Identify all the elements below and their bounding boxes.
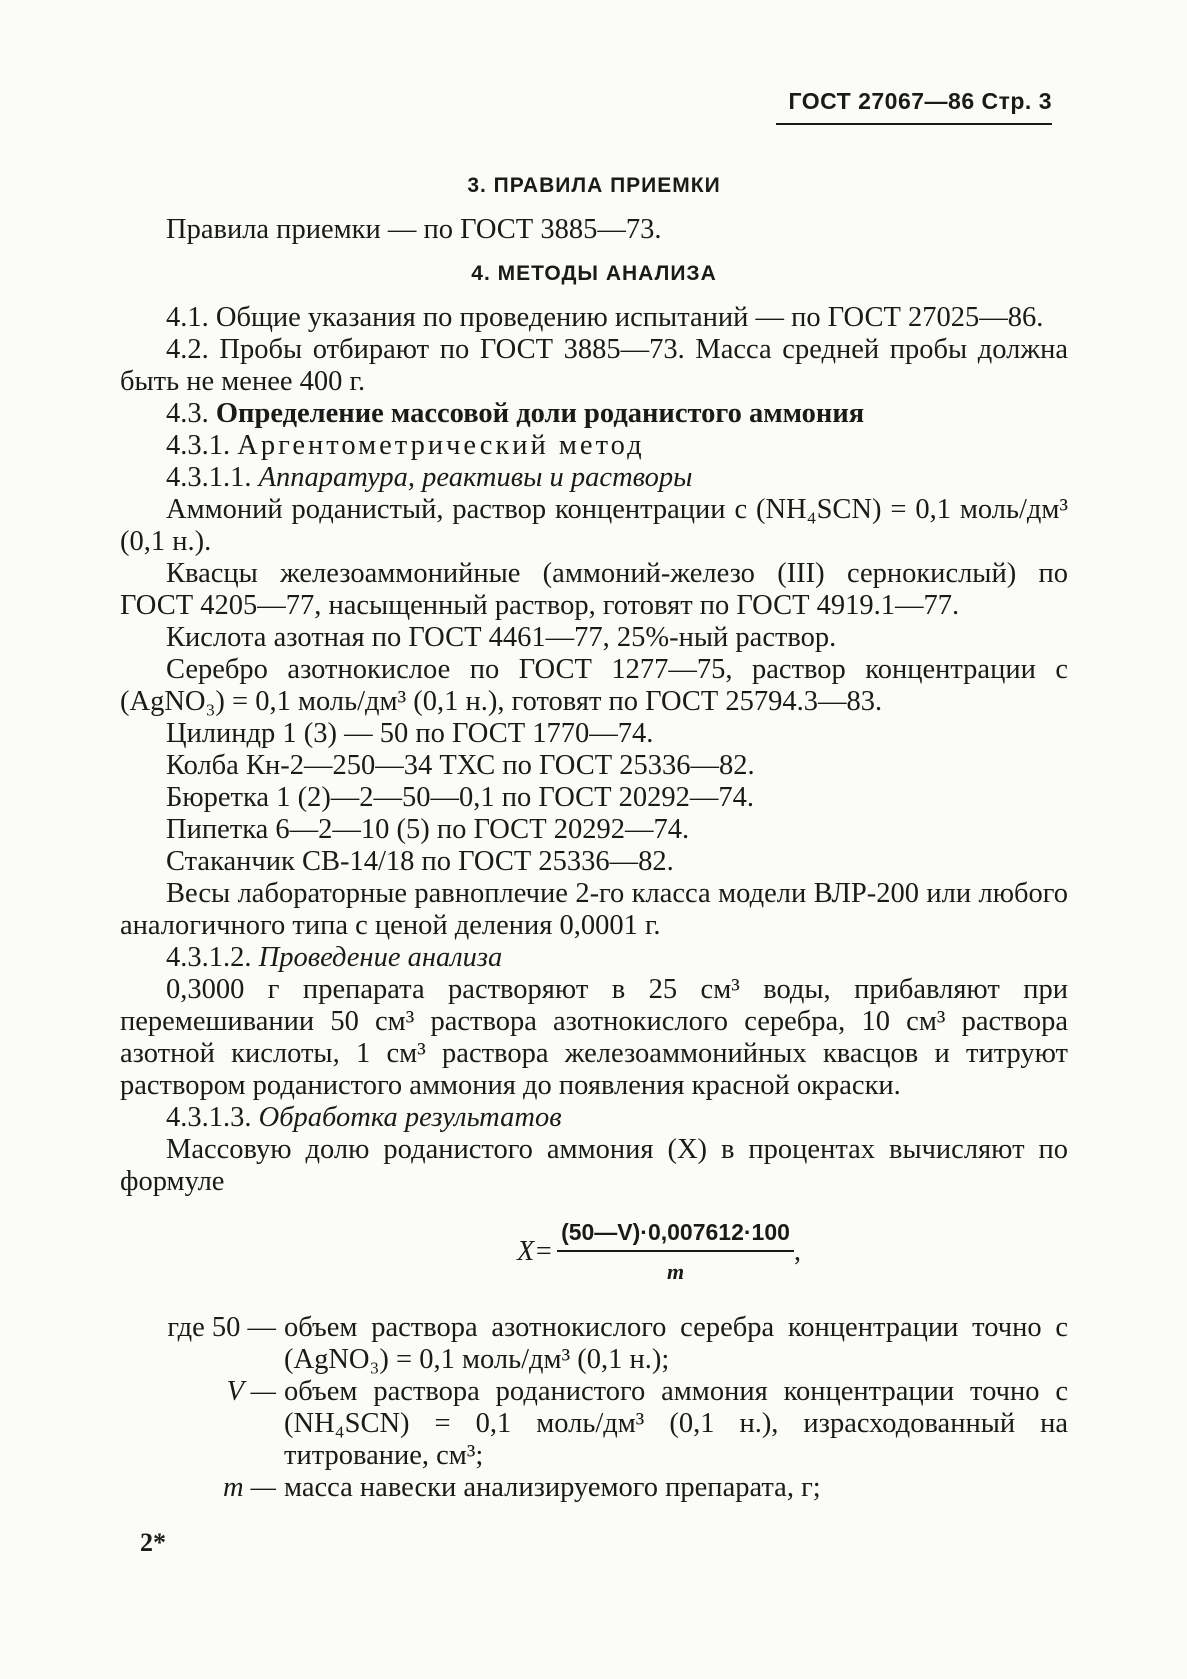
- clause-4-3-1-1-title: Аппаратура, реактивы и растворы: [258, 462, 693, 493]
- reagent-item: Серебро азотнокислое по ГОСТ 1277—75, раствор концентрации с (AgNO₃) = 0,1 моль/дм³ (0,1 н.), готовят по ГОСТ 25794.3—83.: [120, 654, 1068, 717]
- clause-4-3-1-1-number: 4.3.1.1.: [166, 462, 252, 493]
- analysis-procedure: 0,3000 г препарата растворяют в 25 см³ воды, прибавляют при перемешивании 50 см³ раствора азотнокислого серебра, 10 см³ раствора азотной кислоты, 1 см³ раствора железоаммонийных квасцов и титруют раствором роданистого аммония до появления красной окраски.: [120, 974, 1068, 1101]
- formula-trail: ,: [793, 1236, 801, 1267]
- clause-4-3-1: [120, 430, 1068, 462]
- section-3-text: Правила приемки — по ГОСТ 3885—73.: [166, 214, 662, 245]
- clause-4-3-1-1: [120, 462, 1068, 494]
- reagent-item: Весы лабораторные равноплечие 2-го класса модели ВЛР-200 или любого аналогичного типа с ценой деления 0,0001 г.: [120, 878, 1068, 941]
- legend-item: [148, 1312, 1068, 1376]
- legend-item: [148, 1472, 1068, 1504]
- reagent-item: Бюретка 1 (2)—2—50—0,1 по ГОСТ 20292—74.: [166, 782, 755, 813]
- page-header: ГОСТ 27067—86 Стр. 3: [776, 88, 1052, 125]
- legend-symbol: где 50 —: [167, 1312, 276, 1343]
- clause-4-3-1-3: [120, 1102, 1068, 1134]
- formula-denominator: m: [666, 1259, 685, 1284]
- clause-4-3-number: 4.3.: [166, 398, 209, 429]
- section-3-heading: 3. ПРАВИЛА ПРИЕМКИ: [467, 174, 721, 197]
- formula-lhs: X=: [517, 1236, 554, 1267]
- clause-4-3-1-2-title: Проведение анализа: [258, 942, 503, 973]
- clause-4-1: 4.1. Общие указания по проведению испытаний — по ГОСТ 27025—86.: [166, 302, 1044, 333]
- reagent-item: Стаканчик СВ-14/18 по ГОСТ 25336—82.: [166, 846, 674, 877]
- calculation-intro: Массовую долю роданистого аммония (X) в процентах вычисляют по формуле: [120, 1134, 1068, 1197]
- legend-text: объем раствора азотнокислого серебра концентрации точно с (AgNO₃) = 0,1 моль/дм³ (0,1 н.);: [284, 1312, 1068, 1375]
- reagent-item: Квасцы железоаммонийные (аммоний-железо (III) сернокислый) по ГОСТ 4205—77, насыщенный раствор, готовят по ГОСТ 4919.1—77.: [120, 558, 1068, 621]
- legend-symbol: V —: [226, 1376, 276, 1407]
- page-footer-signature: 2*: [140, 1528, 166, 1557]
- clause-4-3-1-3-title: Обработка результатов: [258, 1102, 562, 1133]
- page-content: [120, 168, 1068, 1504]
- legend-item: [148, 1376, 1068, 1472]
- reagent-item: Аммоний роданистый, раствор концентрации с (NH₄SCN) = 0,1 моль/дм³ (0,1 н.).: [120, 494, 1068, 557]
- clause-4-3-1-title: Аргентометрический метод: [237, 430, 645, 461]
- reagent-item: Кислота азотная по ГОСТ 4461—77, 25%-ный раствор.: [166, 622, 837, 653]
- clause-4-3-1-number: 4.3.1.: [166, 430, 231, 461]
- legend-symbol: m —: [222, 1472, 276, 1503]
- clause-4-2: 4.2. Пробы отбирают по ГОСТ 3885—73. Масса средней пробы должна быть не менее 400 г.: [120, 334, 1068, 397]
- reagent-item: Пипетка 6—2—10 (5) по ГОСТ 20292—74.: [166, 814, 690, 845]
- legend-text: объем раствора роданистого аммония концентрации точно с (NH₄SCN) = 0,1 моль/дм³ (0,1 н.), израсходованный на титрование, см³;: [284, 1376, 1068, 1471]
- clause-4-3-1-2: [120, 942, 1068, 974]
- formula: [250, 1216, 1068, 1288]
- formula-numerator: (50—V)·0,007612·100: [557, 1216, 794, 1252]
- clause-4-3-title: Определение массовой доли роданистого аммония: [215, 398, 865, 429]
- reagent-item: Цилиндр 1 (3) — 50 по ГОСТ 1770—74.: [166, 718, 654, 749]
- formula-fraction: [557, 1216, 794, 1288]
- section-4-heading: 4. МЕТОДЫ АНАЛИЗА: [471, 262, 717, 285]
- clause-4-3-1-3-number: 4.3.1.3.: [166, 1102, 252, 1133]
- clause-4-3-1-2-number: 4.3.1.2.: [166, 942, 252, 973]
- legend-text: масса навески анализируемого препарата, г;: [284, 1472, 821, 1503]
- formula-legend: [148, 1312, 1068, 1504]
- clause-4-3: [120, 398, 1068, 430]
- reagent-item: Колба Кн-2—250—34 ТХС по ГОСТ 25336—82.: [166, 750, 755, 781]
